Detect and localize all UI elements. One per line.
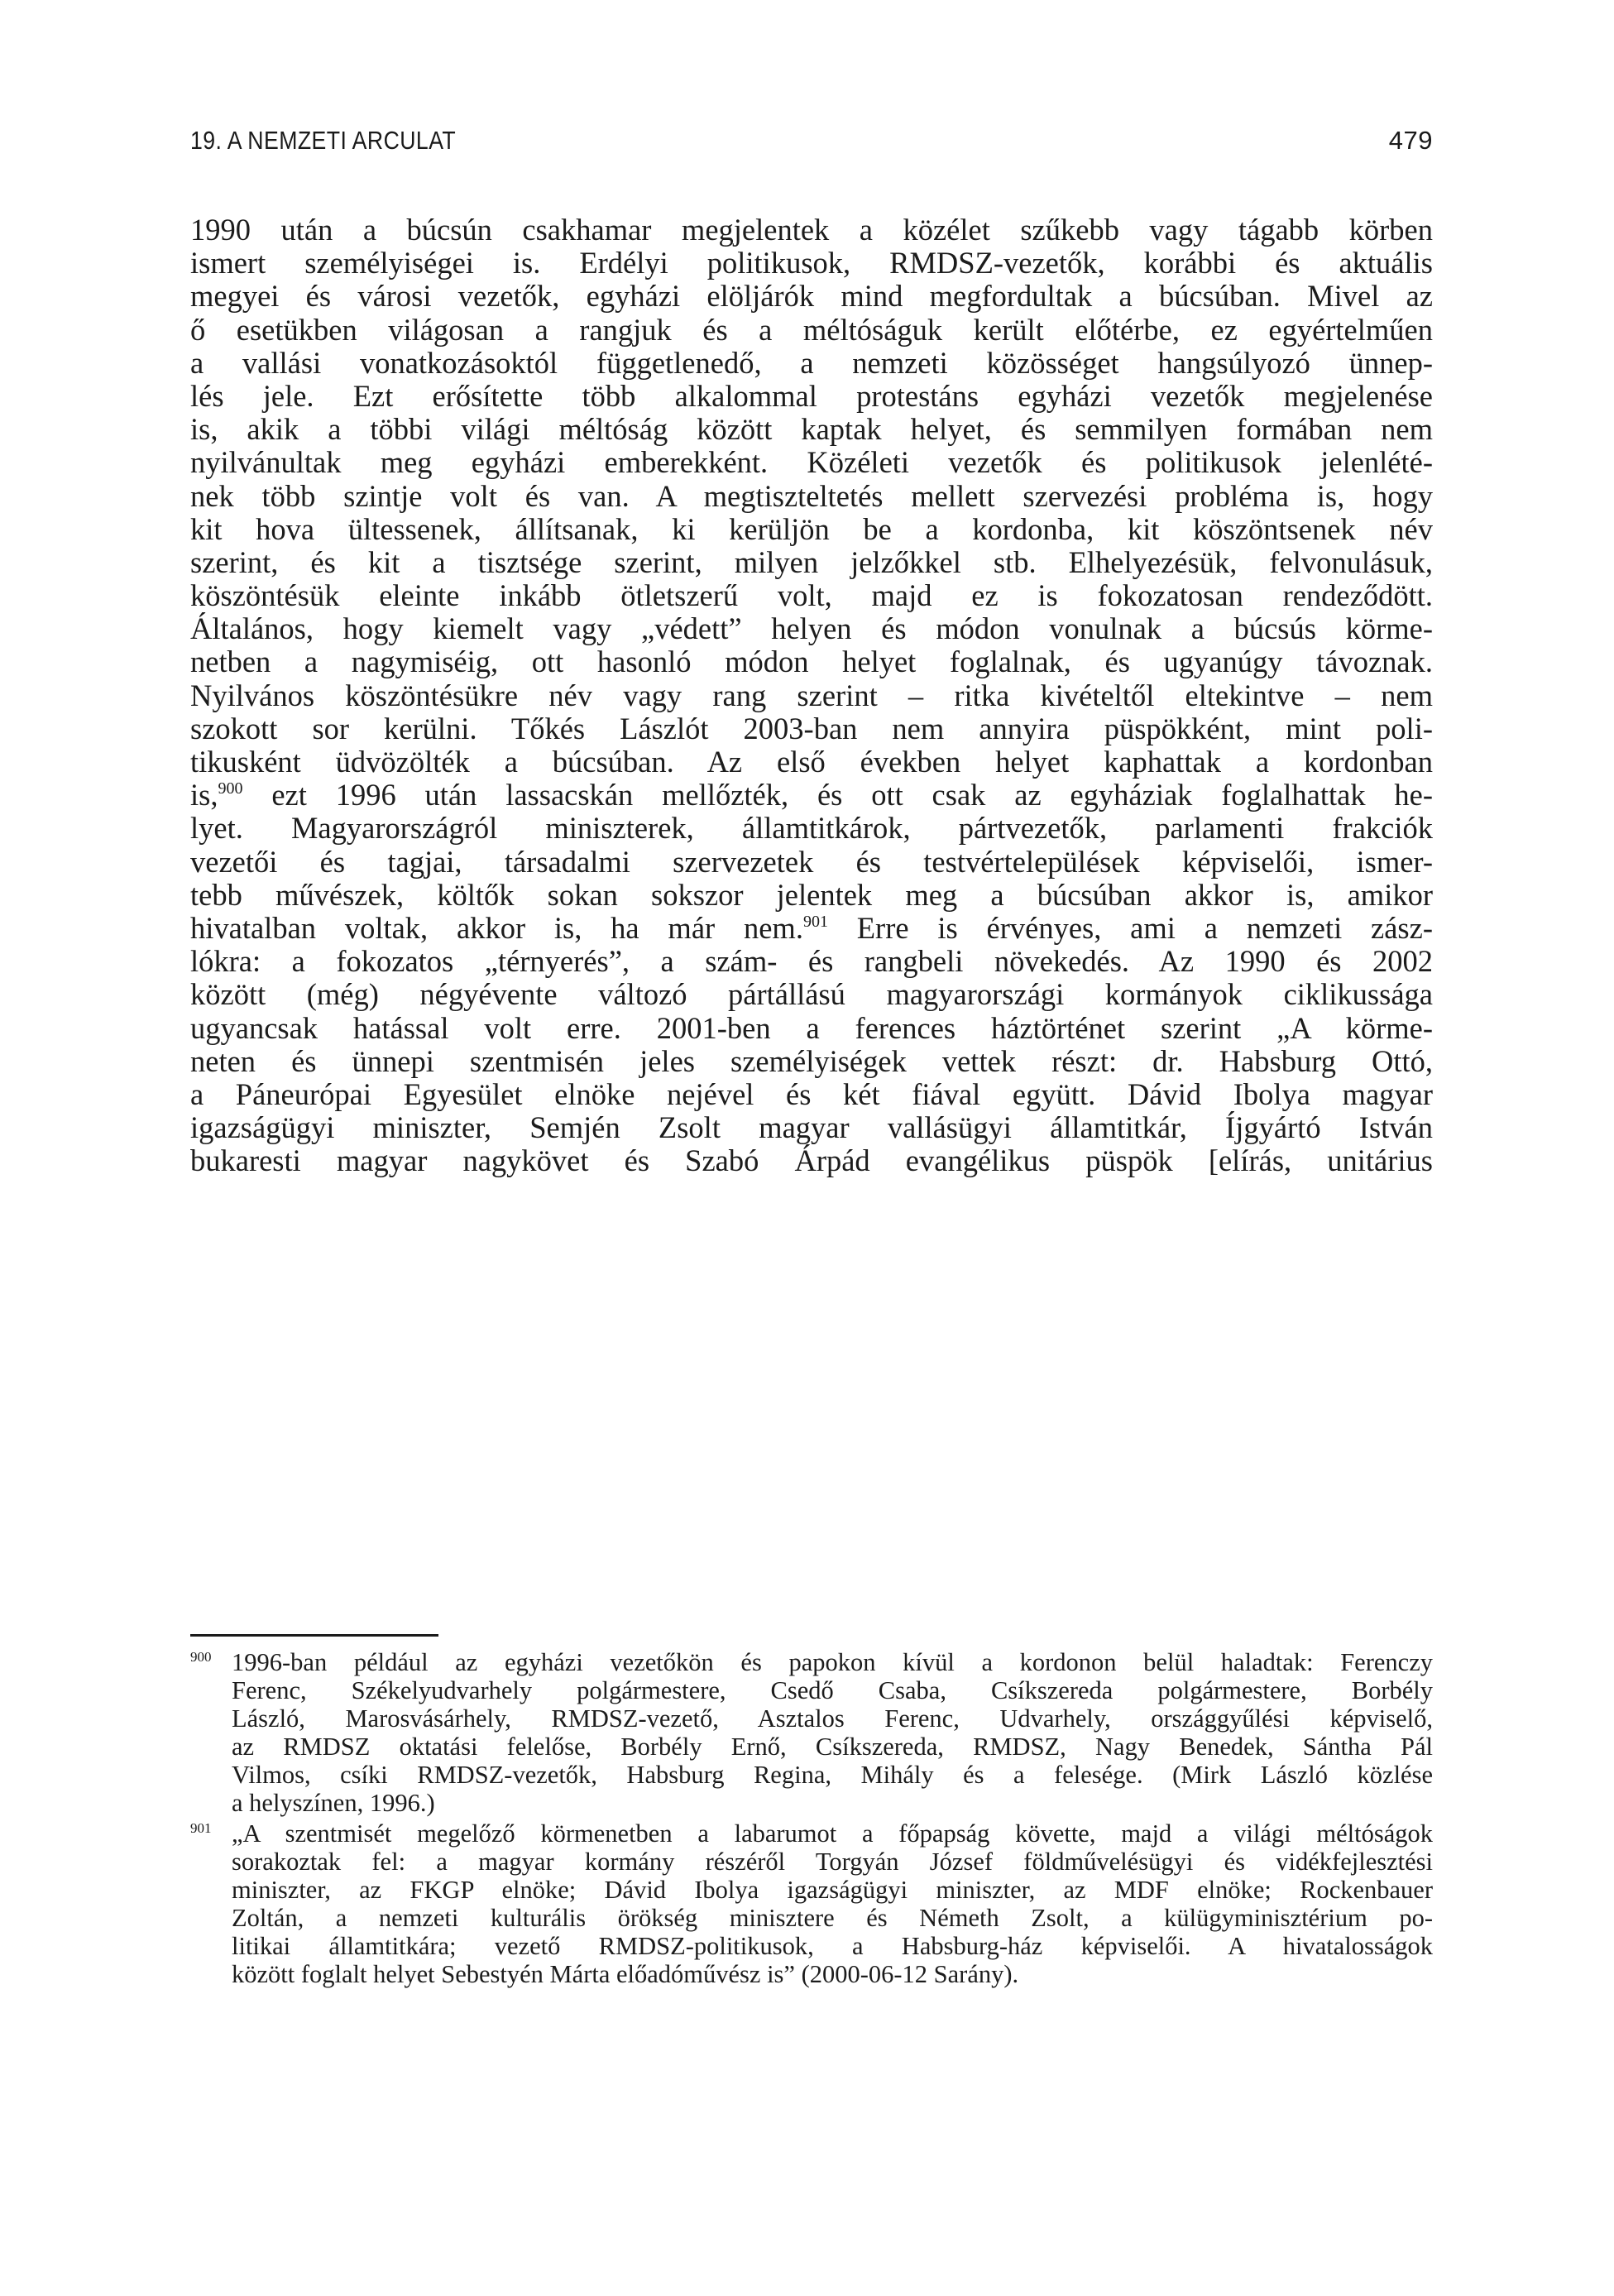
footnote-line: Vilmos, csíki RMDSZ-vezetők, Habsburg Regina, Mihály és a felesége. (Mirk László közlése bbox=[232, 1761, 1433, 1789]
footnote-ref-901[interactable]: 901 bbox=[802, 912, 828, 931]
text-line: lókra: a fokozatos „térnyerés”, a szám- és rangbeli növekedés. Az 1990 és 2002 bbox=[190, 944, 1433, 979]
chapter-title: 19. A NEMZETI ARCULAT bbox=[190, 126, 457, 155]
footnote-line: között foglalt helyet Sebestyén Márta előadóművész is” (2000-06-12 Sarány). bbox=[232, 1960, 1019, 1988]
main-text bbox=[190, 213, 1433, 1177]
text-line: Nyilvános köszöntésükre név vagy rang szerint – ritka kivételtől eltekintve – nem bbox=[190, 678, 1433, 712]
footnote-line: sorakoztak fel: a magyar kormány részéről Torgyán József földművelésügyi és vidékfejlesztési bbox=[232, 1848, 1433, 1876]
footnote-line: László, Marosvásárhely, RMDSZ-vezető, Asztalos Ferenc, Udvarhely, országgyűlési képviselő, bbox=[232, 1704, 1433, 1733]
text-line: ő esetükben világosan a rangjuk és a méltóságuk került előtérbe, ez egyértelműen bbox=[190, 312, 1433, 347]
line-rest: ezt 1996 után lassacskán mellőzték, és ott csak az egyháziak foglalhattak he- bbox=[271, 778, 1434, 812]
text-line: ismert személyiségei is. Erdélyi politikusok, RMDSZ-vezetők, korábbi és aktuális bbox=[190, 246, 1433, 280]
footnote-line: 1996-ban például az egyházi vezetőkön és papokon kívül a kordonon belül haladtak: Ferenczy bbox=[232, 1648, 1433, 1676]
footnote-line: Ferenc, Székelyudvarhely polgármestere, Csedő Csaba, Csíkszereda polgármestere, Borbély bbox=[232, 1676, 1433, 1704]
footnote-901 bbox=[190, 1819, 1433, 1988]
footnote-line: Zoltán, a nemzeti kulturális örökség minisztere és Németh Zsolt, a külügyminisztérium po- bbox=[232, 1904, 1433, 1932]
text-line: tikusként üdvözölték a búcsúban. Az első években helyet kaphattak a kordonban bbox=[190, 745, 1433, 779]
text-line: lyet. Magyarországról miniszterek, államtitkárok, pártvezetők, parlamenti frakciók bbox=[190, 811, 1433, 846]
line-prefix: hivatalban voltak, akkor is, ha már nem. bbox=[190, 910, 803, 945]
footnote-number: 900 bbox=[190, 1649, 212, 1665]
footnote-separator bbox=[190, 1634, 438, 1637]
text-line: neten és ünnepi szentmisén jeles személyiségek vettek részt: dr. Habsburg Ottó, bbox=[190, 1043, 1433, 1078]
text-line: kit hova ültessenek, állítsanak, ki kerüljön be a kordonba, kit köszöntsenek név bbox=[190, 511, 1433, 546]
text-line: 1990 után a búcsún csakhamar megjelentek a közélet szűkebb vagy tágabb körben bbox=[190, 213, 1433, 247]
text-line: nek több szintje volt és van. A megtiszteltetés mellett szervezési probléma is, hogy bbox=[190, 478, 1433, 513]
footnotes bbox=[190, 1648, 1433, 1991]
page-number: 479 bbox=[1388, 126, 1433, 155]
text-line: is, akik a többi világi méltóság között kaptak helyet, és semmilyen formában nem bbox=[190, 412, 1433, 447]
text-line-with-footnote-ref bbox=[190, 912, 1433, 945]
text-line: vezetői és tagjai, társadalmi szervezetek és testvértelepülések képviselői, ismer- bbox=[190, 844, 1433, 879]
running-head bbox=[190, 126, 1433, 162]
text-line: nyilvánultak meg egyházi emberekként. Közéleti vezetők és politikusok jelenlété- bbox=[190, 445, 1433, 480]
text-line: a vallási vonatkozásoktól függetlenedő, a nemzeti közösséget hangsúlyozó ünnep- bbox=[190, 345, 1433, 380]
footnote-ref-900[interactable]: 900 bbox=[218, 779, 243, 798]
text-line: tebb művészek, költők sokan sokszor jelentek meg a búcsúban akkor is, amikor bbox=[190, 877, 1433, 912]
footnote-line: „A szentmisét megelőző körmenetben a labarumot a főpapság követte, majd a világi méltóságok bbox=[232, 1819, 1433, 1848]
line-prefix: is, bbox=[190, 778, 218, 812]
text-line: szokott sor kerülni. Tőkés Lászlót 2003-ban nem annyira püspökként, mint poli- bbox=[190, 711, 1433, 745]
text-line: igazságügyi miniszter, Semjén Zsolt magyar vallásügyi államtitkár, Íjgyártó István bbox=[190, 1110, 1433, 1145]
text-line: Általános, hogy kiemelt vagy „védett” helyen és módon vonulnak a búcsús körme- bbox=[190, 611, 1433, 646]
footnote-line: litikai államtitkára; vezető RMDSZ-politikusok, a Habsburg-ház képviselői. A hivatalosságok bbox=[232, 1932, 1433, 1960]
text-line-with-footnote-ref bbox=[190, 779, 1433, 812]
footnote-line: a helyszínen, 1996.) bbox=[232, 1789, 435, 1817]
text-line: között (még) négyévente változó pártállású magyarországi kormányok ciklikussága bbox=[190, 977, 1433, 1012]
footnote-line: miniszter, az FKGP elnöke; Dávid Ibolya igazságügyi miniszter, az MDF elnöke; Rockenbauer bbox=[232, 1876, 1433, 1904]
footnote-line: az RMDSZ oktatási felelőse, Borbély Ernő, Csíkszereda, RMDSZ, Nagy Benedek, Sántha Pál bbox=[232, 1733, 1433, 1761]
text-line: köszöntésük eleinte inkább ötletszerű volt, majd ez is fokozatosan rendeződött. bbox=[190, 578, 1433, 613]
footnote-number: 901 bbox=[190, 1820, 212, 1836]
text-line: bukaresti magyar nagykövet és Szabó Árpád evangélikus püspök [elírás, unitárius bbox=[190, 1143, 1433, 1178]
text-line: a Páneurópai Egyesület elnöke nejével és két fiával együtt. Dávid Ibolya magyar bbox=[190, 1076, 1433, 1111]
text-line: szerint, és kit a tisztsége szerint, milyen jelzőkkel stb. Elhelyezésük, felvonulásuk, bbox=[190, 544, 1433, 579]
text-line: lés jele. Ezt erősítette több alkalommal protestáns egyházi vezetők megjelenése bbox=[190, 378, 1433, 413]
text-line: megyei és városi vezetők, egyházi elöljárók mind megfordultak a búcsúban. Mivel az bbox=[190, 279, 1433, 314]
line-rest: Erre is érvényes, ami a nemzeti zász- bbox=[827, 910, 1433, 945]
text-line: netben a nagymiséig, ott hasonló módon helyet foglalnak, és ugyanúgy távoznak. bbox=[190, 645, 1433, 679]
text-line: ugyancsak hatással volt erre. 2001-ben a ferences háztörténet szerint „A körme- bbox=[190, 1010, 1433, 1045]
footnote-900 bbox=[190, 1648, 1433, 1817]
